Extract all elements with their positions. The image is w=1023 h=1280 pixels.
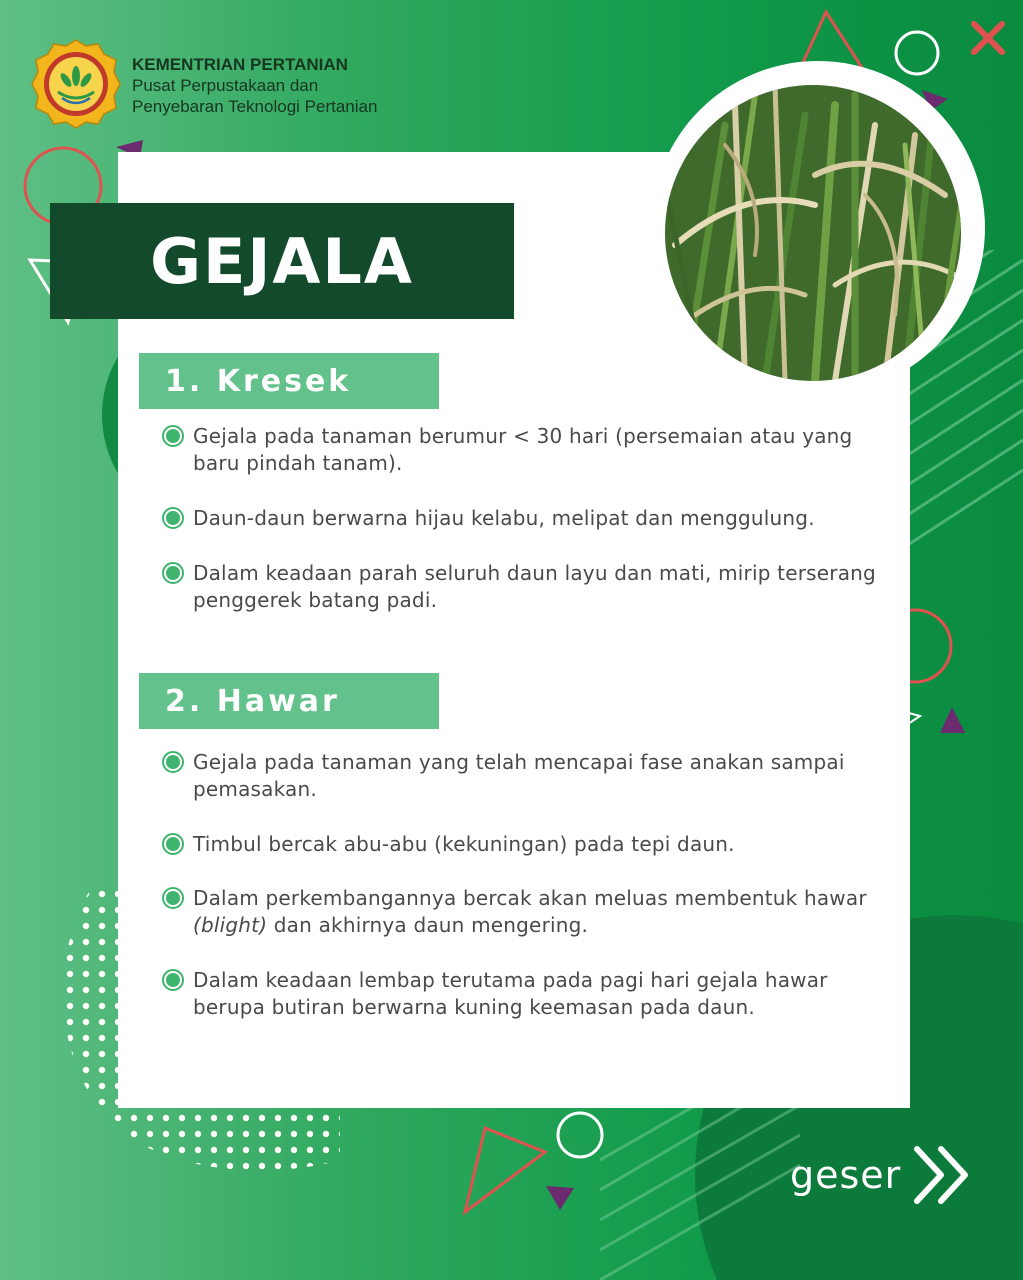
list-item bbox=[162, 423, 882, 477]
bullet-icon bbox=[162, 562, 184, 584]
section-heading-label: 2. Hawar bbox=[165, 683, 340, 719]
org-line-2: Pusat Perpustakaan dan bbox=[132, 76, 319, 95]
list-item-text: Dalam keadaan lembap terutama pada pagi hari gejala hawar berupa butiran berwarna kuning keemasan pada daun. bbox=[193, 968, 828, 1019]
list-item bbox=[162, 885, 882, 939]
bullet-icon bbox=[162, 751, 184, 773]
list-item bbox=[162, 967, 882, 1021]
list-item-text: Gejala pada tanaman yang telah mencapai fase anakan sampai pemasakan. bbox=[193, 750, 845, 801]
bullet-icon bbox=[162, 833, 184, 855]
next-slide-button[interactable] bbox=[790, 1145, 977, 1205]
double-chevron-right-icon bbox=[911, 1145, 977, 1205]
bullet-icon bbox=[162, 887, 184, 909]
page-title-bar bbox=[50, 203, 514, 319]
list-item bbox=[162, 560, 882, 614]
list-item-text: Timbul bercak abu-abu (kekuningan) pada tepi daun. bbox=[193, 832, 735, 856]
list-item-text-end: dan akhirnya daun mengering. bbox=[267, 913, 589, 937]
section-heading-hawar bbox=[139, 673, 439, 729]
list-item bbox=[162, 749, 882, 803]
section-heading-kresek bbox=[139, 353, 439, 409]
list-item-text bbox=[193, 885, 882, 939]
list-item-text: Dalam keadaan parah seluruh daun layu dan mati, mirip terserang penggerek batang padi. bbox=[193, 561, 876, 612]
bullet-icon bbox=[162, 969, 184, 991]
next-slide-label: geser bbox=[790, 1153, 902, 1197]
list-item-text-italic: (blight) bbox=[193, 913, 268, 937]
bullet-icon bbox=[162, 507, 184, 529]
organization-name bbox=[132, 54, 377, 117]
kementan-logo bbox=[30, 38, 122, 130]
list-item-text: Gejala pada tanaman berumur < 30 hari (persemaian atau yang baru pindah tanam). bbox=[193, 424, 853, 475]
list-item-text-start: Dalam perkembangannya bercak akan meluas membentuk hawar bbox=[193, 886, 867, 910]
section-heading-label: 1. Kresek bbox=[165, 363, 352, 399]
list-item bbox=[162, 505, 882, 532]
page-title: GEJALA bbox=[150, 224, 414, 298]
org-line-1: KEMENTRIAN PERTANIAN bbox=[132, 55, 348, 74]
rice-leaves-photo bbox=[665, 85, 961, 381]
close-icon[interactable] bbox=[970, 20, 1006, 56]
bullet-icon bbox=[162, 425, 184, 447]
list-item-text: Daun-daun berwarna hijau kelabu, melipat dan menggulung. bbox=[193, 506, 815, 530]
org-line-3: Penyebaran Teknologi Pertanian bbox=[132, 97, 378, 116]
list-item bbox=[162, 831, 882, 858]
